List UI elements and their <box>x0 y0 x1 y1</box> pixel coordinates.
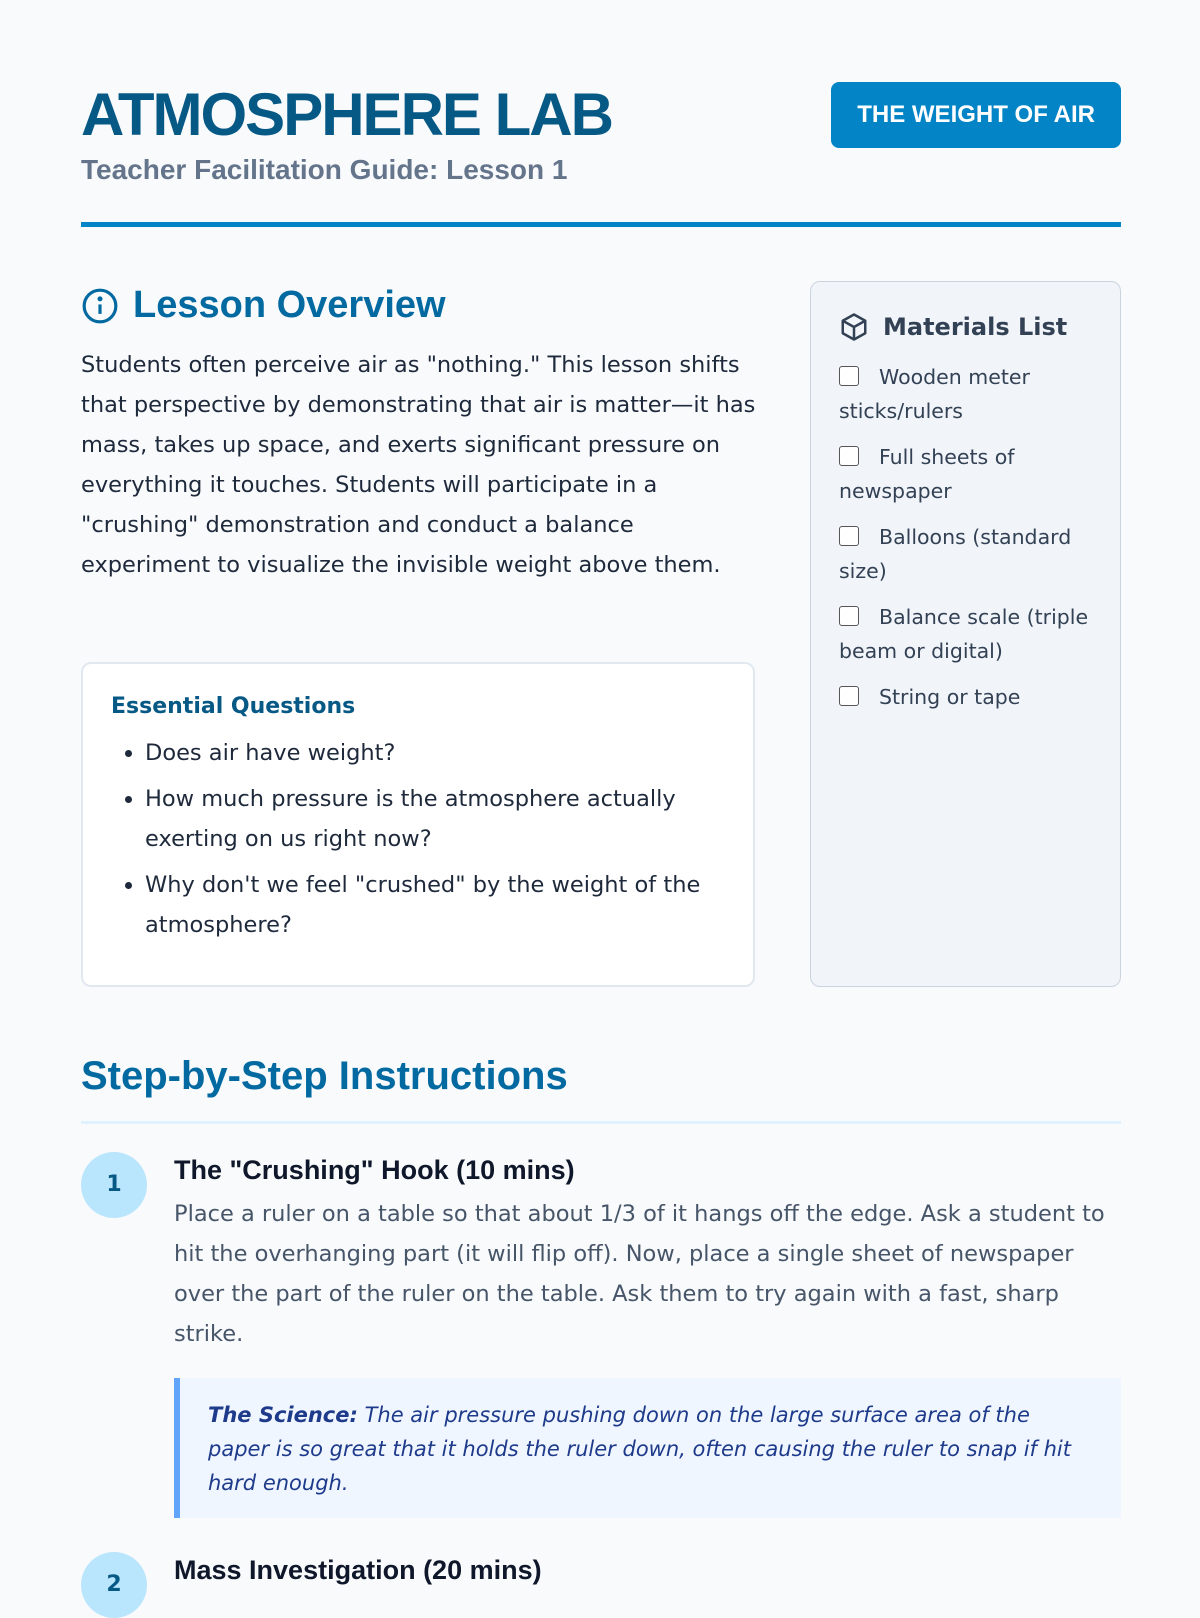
material-item[interactable] <box>839 520 1092 588</box>
step-number: 1 <box>81 1152 147 1218</box>
lesson-overview <box>81 284 756 585</box>
step-number: 2 <box>81 1552 147 1618</box>
checkbox[interactable] <box>839 366 859 386</box>
overview-heading <box>81 284 756 327</box>
header <box>81 82 1121 227</box>
steps-heading: Step-by-Step Instructions <box>81 1054 1121 1124</box>
material-label: Balloons (standard size) <box>839 525 1072 583</box>
overview-text: Students often perceive air as "nothing." This lesson shifts that perspective by demonstrating that air is matter—it has mass, takes up space, and exerts significant pressure on everything it touches. Students will participate in a "crushing" demonstration and conduct a balance experiment to visualize the invisible weight above them. <box>81 352 756 578</box>
material-label: String or tape <box>879 685 1021 709</box>
question-item: • Why don't we feel "crushed" by the weight of the atmosphere? <box>145 865 725 945</box>
page-subtitle: Teacher Facilitation Guide: Lesson 1 <box>81 154 568 185</box>
step-title: The "Crushing" Hook (10 mins) <box>174 1155 575 1185</box>
step-text: Place a ruler on a table so that about 1/3 of it hangs off the edge. Ask a student to hit the overhanging part (it will flip off). Now, place a single sheet of newspaper over the part of the ruler on the table. Ask them to try again with a fast, sharp strike. <box>174 1201 1105 1347</box>
material-label: Full sheets of newspaper <box>839 445 1015 503</box>
step-title: Mass Investigation (20 mins) <box>174 1555 542 1585</box>
science-text: The air pressure pushing down on the large surface area of the paper is so great that it holds the ruler down, often causing the ruler to snap if hit hard enough. <box>208 1403 1071 1495</box>
question-item: • How much pressure is the atmosphere actually exerting on us right now? <box>145 779 725 859</box>
checkbox[interactable] <box>839 686 859 706</box>
materials-heading <box>839 312 1092 342</box>
checkbox[interactable] <box>839 526 859 546</box>
science-label: The Science: <box>208 1403 358 1427</box>
checkbox[interactable] <box>839 446 859 466</box>
science-note <box>174 1378 1121 1518</box>
checkbox[interactable] <box>839 606 859 626</box>
material-item[interactable] <box>839 600 1092 668</box>
overview-heading-text: Lesson Overview <box>133 284 446 326</box>
essential-questions <box>81 662 755 987</box>
materials-heading-text: Materials List <box>883 313 1068 341</box>
material-item[interactable] <box>839 360 1092 428</box>
material-item[interactable] <box>839 440 1092 508</box>
material-label: Balance scale (triple beam or digital) <box>839 605 1089 663</box>
box-icon <box>839 312 869 342</box>
materials-list <box>810 281 1121 987</box>
material-label: Wooden meter sticks/rulers <box>839 365 1030 423</box>
essential-questions-heading: Essential Questions <box>111 694 356 719</box>
material-item[interactable] <box>839 680 1092 714</box>
page-title: ATMOSPHERE LAB <box>81 81 612 148</box>
lesson-badge: THE WEIGHT OF AIR <box>831 82 1121 148</box>
info-icon <box>81 287 119 325</box>
question-item: • Does air have weight? <box>145 733 725 773</box>
